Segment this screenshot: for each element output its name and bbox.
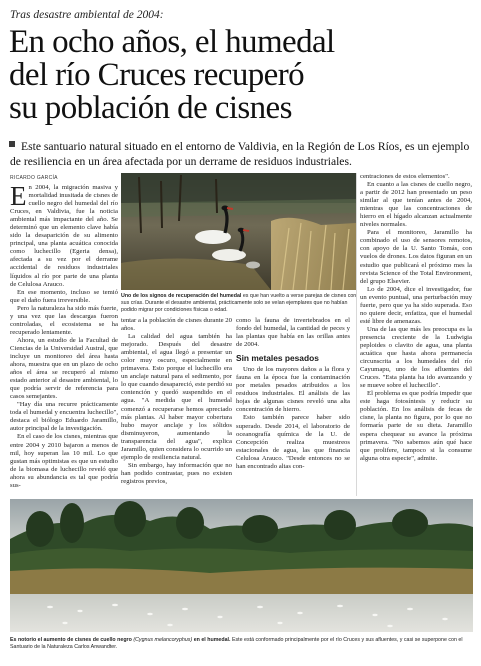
article-deck: Este santuario natural situado en el entorno de Valdivia, en la Región de Los Ríos, es un ejemplo de resiliencia en un área afectada por un derrame de residuos industriales.	[10, 140, 470, 168]
swans-photo-art	[121, 173, 356, 290]
paragraph: La calidad del agua también ha mejorado. Después del desastre ambiental, el agua llegó a presentar un color muy oscuro, especialmente en primavera. Esto porque el luchecillo era un anclaje natural para el sedimento, por lo que cuando desapareció, este perdió su contención y quedó suspendido en el agua. "A medida que el humedal comenzó a recuperarse hemos apreciado más plantas. Al haber mayor cobertura hubo mayor anclaje y los sólidos disminuyeron, aumentando la transparencia del agua", explica Jaramillo, quien considera lo ocurrido un ejemplo de resiliencia natural.	[121, 333, 232, 461]
caption-text: es que han vuelto a verse parejas de cisnes con sus crías. Durante el desastre ambiental, prácticamente solo se veían ejemplares que no habían podido migrar por condiciones físicas o edad.	[121, 293, 357, 313]
paragraph: Esto también parece haber sido superado. Desde 2014, el laboratorio de oceanografía química de la U. de Concepción realiza muestreos estacionales de agua, las que financia Celulosa Arauco. "Desde entonces no se han encontrado altas con-	[236, 414, 350, 470]
article-column-1	[10, 184, 118, 496]
swans-photo	[121, 173, 356, 290]
column-divider	[356, 173, 357, 496]
paragraph: En cuanto a las cisnes de cuello negro, a partir de 2012 han presentado un peso similar al que tenían antes de 2004, mientras que las concentraciones de hierro en el hígado alcanzan actualmente niveles normales.	[360, 181, 472, 229]
paragraph: En ese momento, incluso se temió que el daño fuera irreversible.	[10, 288, 118, 304]
photo-caption-bottom	[10, 637, 473, 651]
byline: RICARDO GARCÍA	[10, 175, 58, 181]
paragraph: centraciones de estos elementos".	[360, 173, 450, 180]
wetland-photo	[10, 499, 473, 632]
caption-lead: Uno de los signos de recuperación del humedal	[121, 293, 242, 299]
section-subhead: Sin metales pesados	[236, 353, 319, 364]
wetland-photo-art	[10, 499, 473, 632]
headline-line: En ocho años, el humedal	[9, 24, 335, 60]
headline-line: su población de cisnes	[9, 90, 292, 126]
dropcap: E	[10, 184, 27, 211]
paragraph: Para el monitoreo, Jaramillo ha combinado el uso de sensores remotos, con apoyo de la U. Santo Tomás, con vuelos de drones. Los datos figuran en un estudio que publicará el próximo mes la revista Science of the Total Environment, del grupo Elsevier.	[360, 229, 472, 285]
paragraph: Pero la naturaleza ha sido más fuerte, y una vez que las descargas fueron controladas, el ecosistema se ha recuperado lentamente.	[10, 304, 118, 336]
paragraph: Sin embargo, hay información que no han podido contrastar, pues no existen registros previos,	[121, 461, 232, 485]
caption-species: (Cygnus melancoryphus)	[131, 637, 193, 643]
paragraph: Uno de los mayores daños a la flora y fauna en la época fue la contaminación por metales pesados atribuidos a los residuos industriales. El análisis de las hojas de algunas cisnes reveló una alta concentración de hierro.	[236, 366, 350, 414]
article-column-4	[360, 173, 472, 496]
article-kicker: Tras desastre ambiental de 2004:	[10, 9, 164, 21]
paragraph: "Hay día una recurre prácticamente toda el humedal y encuentra luchecillo", destaca el biólogo Eduardo Jaramillo, autor principal de la investigación.	[10, 401, 118, 433]
caption-text: Este está conformado principalmente por el río Cruces y sus afluentes, y casi se superpone con el Santuario de la Naturaleza Carlos Anwandter.	[10, 637, 463, 650]
paragraph: Una de las que más les preocupa es la presencia creciente de la Ludwigia peploides o clavito de agua, una planta acuática que hasta ahora permanecía circunscrita a los humedales del río Cayumapu, uno de los afluentes del Cruces. "Esta planta ha ido avanzando y se mueve sobre el luchecillo".	[360, 325, 472, 390]
headline-line: del río Cruces recuperó	[9, 57, 304, 93]
paragraph: Lo de 2004, dice el investigador, fue un evento puntual, una perturbación muy fuerte, pero que ya ha sido superada. Eso no quiere decir, enfatiza, que el humedal esté libre de amenazas.	[360, 285, 472, 325]
article-headline	[9, 26, 474, 125]
article-column-3	[236, 317, 350, 496]
paragraph: El problema es que podría impedir que este haga fotosíntesis y reducir su población. En los análisis de fecas de cisne, la planta no figura, por lo que no formaría parte de su dieta. Jaramillo espera chequear su avance la próxima primavera. "No sabemos aún qué hace que prolifere, tampoco si la consume alguna otra especie", admite.	[360, 390, 472, 462]
paragraph: como la fauna de invertebrados en el fondo del humedal, la cantidad de peces y las plantas que había en las orillas antes de 2004.	[236, 317, 350, 349]
article-column-2	[121, 317, 232, 496]
caption-lead-end: en el humedal.	[192, 637, 231, 643]
paragraph: En el caso de los cisnes, mientras que entre 2004 y 2010 bajaron a menos de mil, hoy superan las 10 mil. Lo que gustan más optimistas es que un estudio de la biomasa de luchecillo reveló que ahora su abundancia es tal que podría sus-	[10, 433, 118, 489]
paragraph: Ahora, un estudio de la Facultad de Ciencias de la Universidad Austral, que incluye un monitoreo del área hasta ahora, muestra que en un plazo de ocho años el área se recuperó al mismo estado anterior al desastre ambiental, lo que podría servir de referencia para casos semejantes.	[10, 336, 118, 401]
paragraph: n 2004, la migración masiva y mortalidad inusitada de cisnes de cuello negro del humedal del río Cruces, en Valdivia, fue la noticia ambiental más impactante del año. Se determinó que un elemento clave había sido la desaparición de su alimento principal, una planta acuática conocida como luchecillo (Egeria densa), afectada a su vez por el derrame accidental de residuos industriales líquidos al río por parte de una planta de Celulosa Arauco.	[10, 184, 118, 288]
photo-caption-top	[121, 293, 357, 314]
paragraph: tentar a la población de cisnes durante 20 años.	[121, 317, 232, 333]
caption-lead: Es notorio el aumento de cisnes de cuello negro	[10, 637, 132, 643]
